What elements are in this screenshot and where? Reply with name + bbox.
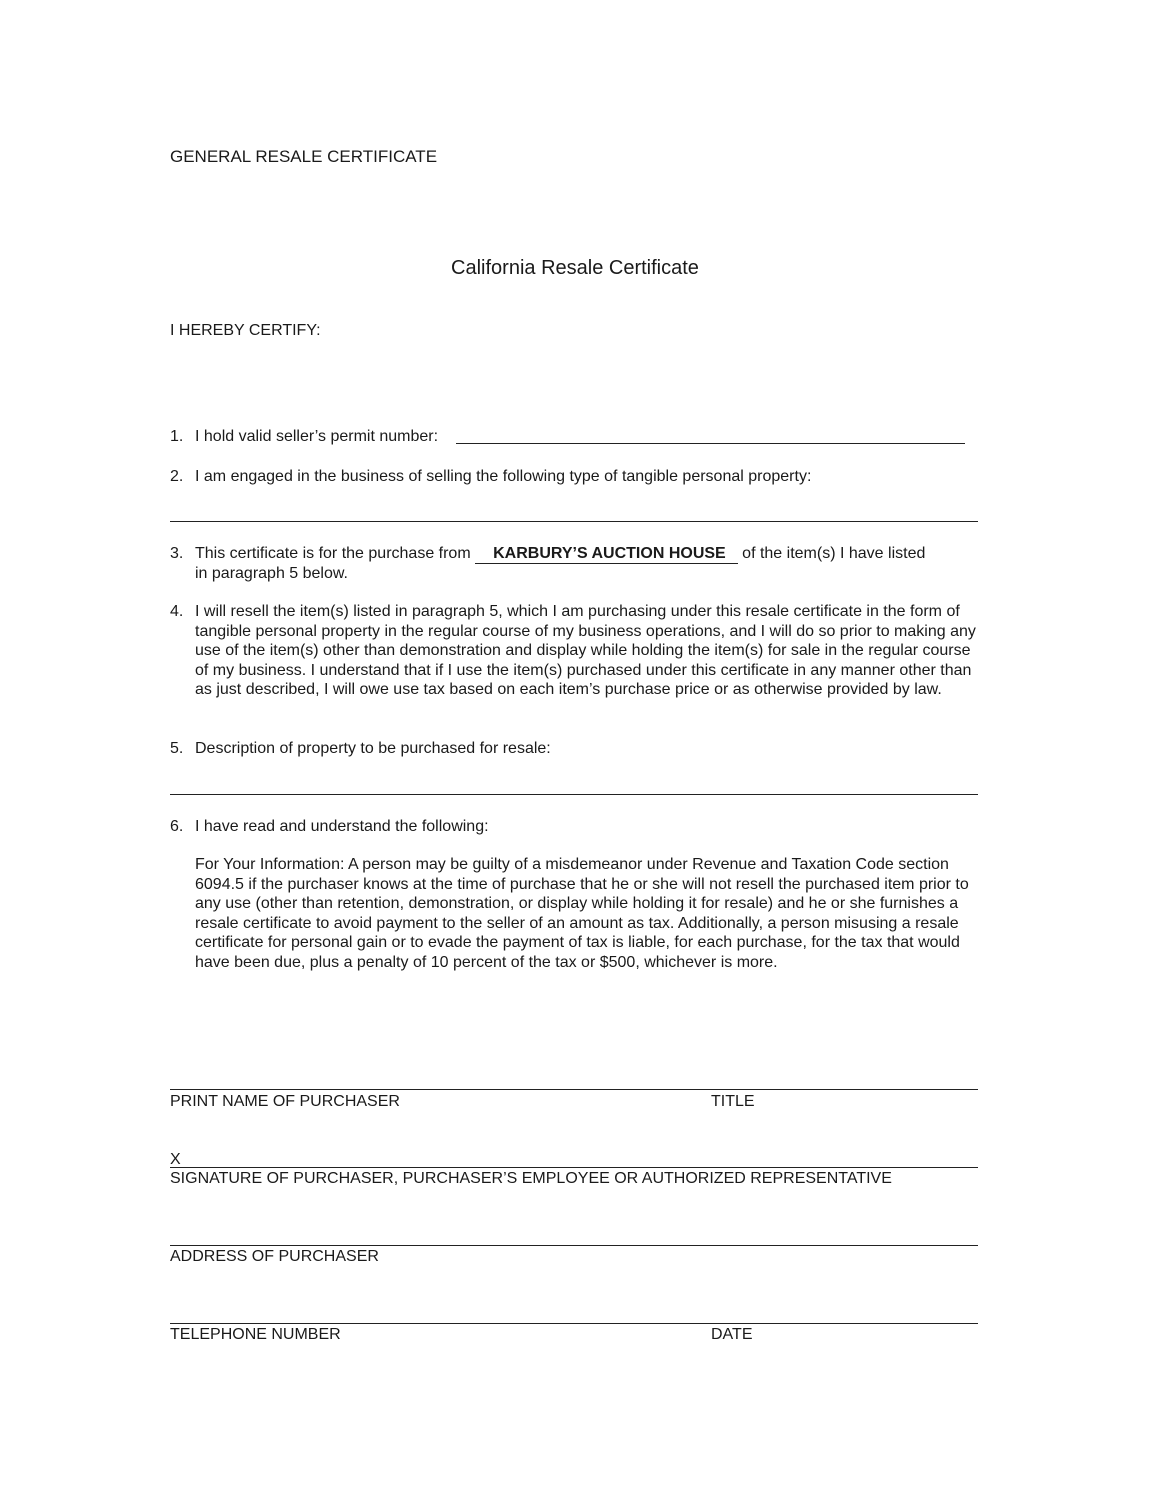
item-5-text: Description of property to be purchased for resale: [195,740,551,757]
address-field[interactable] [170,1245,978,1246]
item-3-text-after: of the item(s) I have listed [742,545,926,562]
certify-heading: I HEREBY CERTIFY: [170,322,321,339]
item-3-text-line2: in paragraph 5 below. [195,565,348,582]
date-label: DATE [711,1326,753,1343]
item-6-text: I have read and understand the following: [195,818,489,835]
item-number: 6. [170,818,184,835]
title-label: TITLE [711,1093,755,1110]
item-3-text-before: This certificate is for the purchase from [195,545,471,562]
item-1-label: I hold valid seller’s permit number: [195,428,439,445]
item-number: 3. [170,545,184,562]
property-type-field[interactable] [170,521,978,522]
telephone-date-field[interactable] [170,1323,978,1324]
item-number: 4. [170,603,184,620]
signature-field[interactable] [170,1167,978,1168]
signature-x-mark: X [170,1151,181,1168]
item-3-text [195,544,980,584]
item-1-text [195,427,438,447]
print-name-field[interactable] [170,1089,978,1090]
telephone-label: TELEPHONE NUMBER [170,1326,341,1343]
item-number: 2. [170,468,184,485]
signature-label: SIGNATURE OF PURCHASER, PURCHASER’S EMPLOYEE OR AUTHORIZED REPRESENTATIVE [170,1170,892,1187]
document-title: California Resale Certificate [451,257,699,279]
property-description-field[interactable] [170,794,978,795]
item-number: 1. [170,428,184,445]
permit-number-field[interactable] [456,443,965,444]
item-2-text: I am engaged in the business of selling the following type of tangible personal property: [195,468,812,485]
form-header: GENERAL RESALE CERTIFICATE [170,147,438,166]
seller-company-name: KARBURY’S AUCTION HOUSE [475,545,738,564]
item-4-text: I will resell the item(s) listed in paragraph 5, which I am purchasing under this resale certificate in the form of tangible personal property in the regular course of my business operations, and I will do so prior to making any use of the item(s) other than demonstration and display while holding the item(s) for sale in the regular course of my business. I understand that if I use the item(s) purchased under this certificate in any manner other than as just described, I will owe use tax based on each item’s purchase price or as otherwise provided by law. [195,603,976,698]
item-number: 5. [170,740,184,757]
print-name-label: PRINT NAME OF PURCHASER [170,1093,400,1110]
address-label: ADDRESS OF PURCHASER [170,1248,379,1265]
fyi-paragraph: For Your Information: A person may be guilty of a misdemeanor under Revenue and Taxation Code section 6094.5 if the purchaser knows at the time of purchase that he or she will not resell the purchased item prior to any use (other than retention, demonstration, or display while holding it for resale) and he or she furnishes a resale certificate to avoid payment to the seller of an amount as tax. Additionally, a person misusing a resale certificate for personal gain or to evade the payment of tax is liable, for each purchase, for the tax that would have been due, plus a penalty of 10 percent of the tax or $500, whichever is more. [195,856,969,971]
